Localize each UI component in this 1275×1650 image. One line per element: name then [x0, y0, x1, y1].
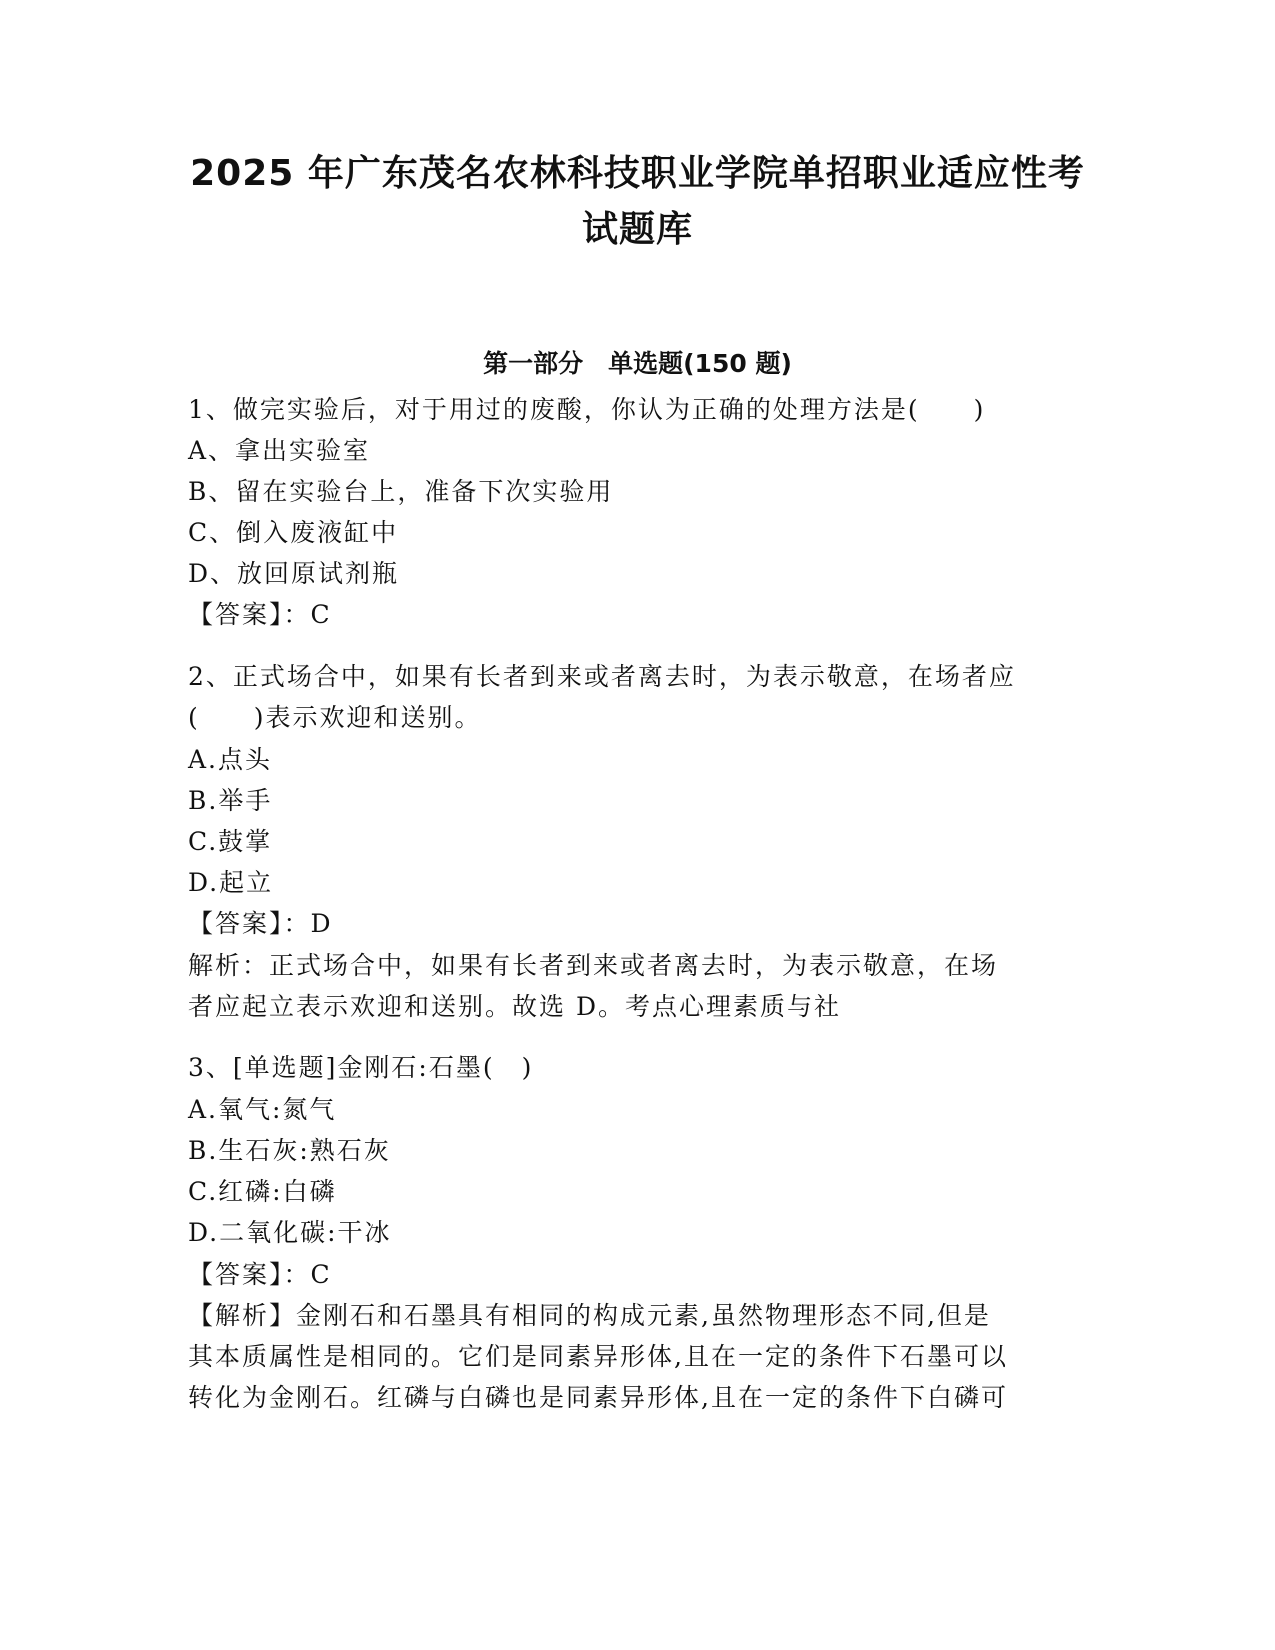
question-1-option-b: B、留在实验台上，准备下次实验用 — [188, 477, 614, 506]
question-3-stem: 3、[单选题]金刚石:石墨( ) — [188, 1053, 534, 1082]
question-1-option-d: D、放回原试剂瓶 — [188, 559, 400, 588]
question-2-explanation-line-2: 者应起立表示欢迎和送别。故选 D。考点心理素质与社 — [188, 992, 841, 1021]
question-1-option-c: C、倒入废液缸中 — [188, 518, 399, 547]
question-1-option-a: A、拿出实验室 — [188, 436, 371, 465]
question-2-option-c: C.鼓掌 — [188, 827, 273, 856]
document-title-line-2: 试题库 — [581, 209, 693, 250]
question-3-explanation-line-2: 其本质属性是相同的。它们是同素异形体,且在一定的条件下石墨可以 — [188, 1342, 1008, 1371]
question-2-stem-line-2: ( )表示欢迎和送别。 — [188, 703, 482, 732]
question-3-option-a: A.氧气:氮气 — [188, 1095, 337, 1124]
section-heading: 第一部分 单选题(150 题) — [483, 349, 792, 378]
question-2-explanation-line-1: 解析：正式场合中，如果有长者到来或者离去时，为表示敬意，在场 — [188, 951, 999, 980]
document-title-line-1: 2025 年广东茂名农林科技职业学院单招职业适应性考 — [190, 153, 1085, 194]
question-2-option-d: D.起立 — [188, 868, 274, 897]
question-2-stem-line-1: 2、正式场合中，如果有长者到来或者离去时，为表示敬意，在场者应 — [188, 662, 1016, 691]
question-3-option-c: C.红磷:白磷 — [188, 1177, 337, 1206]
question-3-option-d: D.二氧化碳:干冰 — [188, 1218, 392, 1247]
question-2-option-a: A.点头 — [188, 745, 273, 774]
question-3-option-b: B.生石灰:熟石灰 — [188, 1136, 391, 1165]
question-3-explanation-line-1: 【解析】金刚石和石墨具有相同的构成元素,虽然物理形态不同,但是 — [188, 1301, 991, 1330]
question-3-answer: 【答案】：C — [188, 1260, 332, 1289]
question-2-answer: 【答案】：D — [188, 909, 333, 938]
question-2-option-b: B.举手 — [188, 786, 273, 815]
question-3-explanation-line-3: 转化为金刚石。红磷与白磷也是同素异形体,且在一定的条件下白磷可 — [188, 1383, 1008, 1412]
question-1-answer: 【答案】：C — [188, 600, 332, 629]
question-1-stem: 1、做完实验后，对于用过的废酸，你认为正确的处理方法是( ) — [188, 395, 986, 424]
